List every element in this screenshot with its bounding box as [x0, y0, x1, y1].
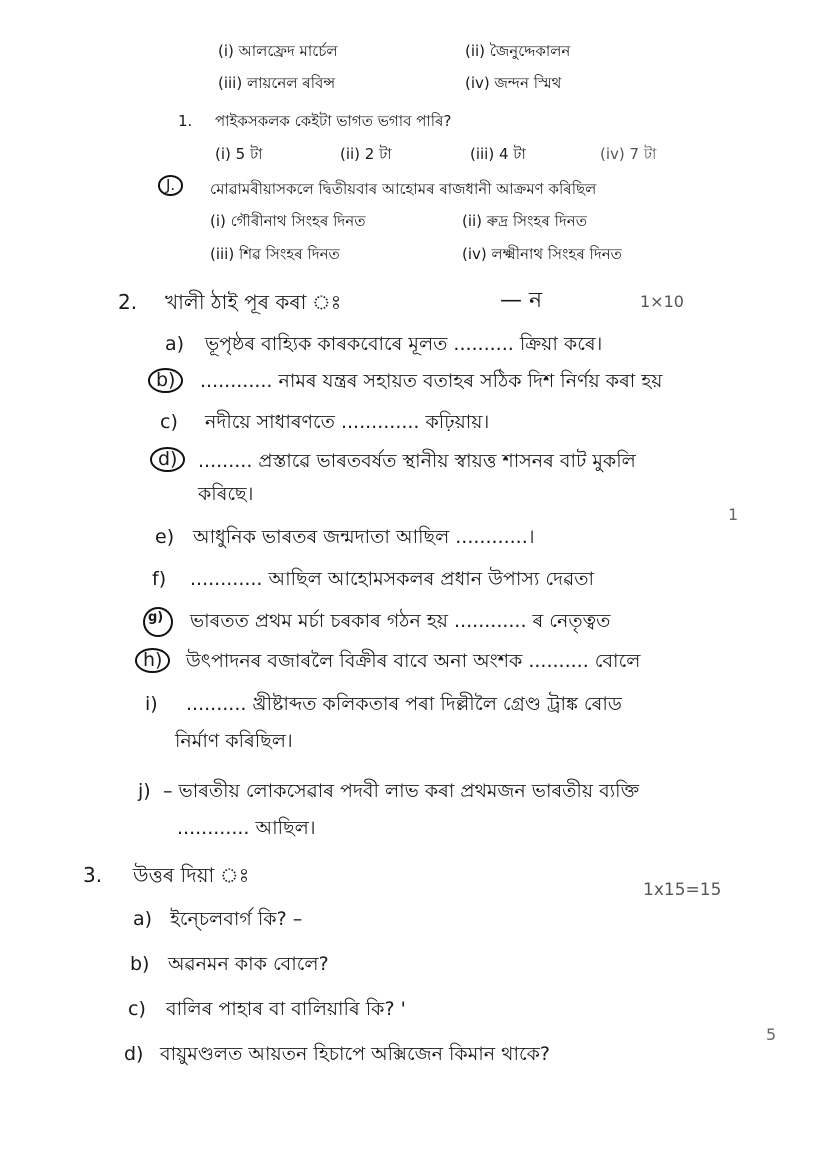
s2-item-c-text: নদীয়ে সাধাৰণতে ............. কঢ়িয়ায়।	[205, 411, 490, 433]
s2-item-b-text: ............ নামৰ যন্ত্ৰৰ সহায়ত বতাহৰ সঠিক দিশ নিৰ্ণয় কৰা হয়	[200, 370, 663, 392]
s3-item-d-text: বায়ুমণ্ডলত আয়তন হিচাপে অক্সিজেন কিমান থাকে?	[160, 1043, 550, 1065]
s2-item-d-label	[150, 447, 185, 472]
margin-mark-1: 1	[728, 505, 739, 524]
section2-number: 2.	[118, 290, 138, 314]
qj-text: মোৱামৰীয়াসকলে দ্বিতীয়বাৰ আহোমৰ ৰাজধানী আক্ৰমণ কৰিছিল	[210, 180, 597, 198]
s2-item-j-label: j)	[138, 780, 151, 802]
s2-item-f-text: ............ আছিল আহোমসকলৰ প্ৰধান উপাস্য দেৱতা	[190, 568, 595, 590]
option-i: (i) আলফ্রেদ মার্চেল	[218, 42, 338, 60]
s2-item-i-text: .......... খ্ৰীষ্টাব্দত কলিকতাৰ পৰা দিল্লীলৈ গ্ৰেণ্ড ট্ৰাঙ্ক ৰোড	[186, 693, 622, 715]
s2-item-h-label	[135, 648, 170, 673]
s3-item-a-text: ইন্চেলবাৰ্গ কি? –	[170, 908, 303, 930]
section3-marks: 1x15=15	[643, 880, 722, 900]
s2-item-a-text: ভূপৃষ্ঠৰ বাহ্যিক কাৰকবোৰে মূলত .......... ক্ৰিয়া কৰে।	[205, 333, 603, 355]
s3-item-b-label: b)	[130, 953, 150, 975]
section3-title: উত্তৰ দিয়া ঃ	[133, 863, 250, 887]
section3-number: 3.	[83, 863, 103, 887]
q1-option-i: (i) 5 টা	[215, 145, 263, 163]
qj-option-ii: (ii) ৰুদ্ৰ সিংহৰ দিনত	[462, 212, 587, 230]
s2-item-d-text-cont: কৰিছে।	[198, 483, 254, 505]
s2-item-h-circle: h)	[135, 648, 170, 673]
s2-item-j-text: – ভাৰতীয় লোকসেৱাৰ পদবী লাভ কৰা প্ৰথমজন ভাৰতীয় ব্যক্তি	[163, 780, 640, 802]
s2-item-i-label: i)	[145, 693, 158, 715]
s3-item-b-text: অৱনমন কাক বোলে?	[168, 953, 329, 975]
s2-item-g-text: ভাৰতত প্ৰথম মৰ্চা চৰকাৰ গঠন হয় ............ ৰ নেতৃত্বত	[190, 610, 611, 632]
qj-option-iii: (iii) শিৱ সিংহৰ দিনত	[210, 245, 340, 263]
section2-annotation: — ন	[500, 288, 543, 313]
s2-item-f-label: f)	[152, 568, 167, 590]
margin-mark-5: 5	[766, 1025, 777, 1044]
section2-title: খালী ঠাই পূৰ কৰা ঃ	[165, 290, 342, 314]
s2-item-d-circle: d)	[150, 447, 185, 472]
option-ii: (ii) জৈনুদ্দেকালন	[465, 42, 571, 60]
s3-item-c-text: বালিৰ পাহাৰ বা বালিয়াৰি কি? '	[166, 998, 406, 1020]
q1-option-iii: (iii) 4 টা	[470, 145, 526, 163]
q1-text: পাইকসকলক কেইটা ভাগত ভগাব পাৰি?	[215, 112, 452, 130]
s2-item-i-text-cont: নিৰ্মাণ কৰিছিল।	[175, 730, 293, 752]
s3-item-d-label: d)	[124, 1043, 144, 1065]
s2-item-e-label: e)	[155, 526, 175, 548]
s2-item-a-label: a)	[165, 333, 185, 355]
option-iv: (iv) জন্দন স্মিথ	[465, 74, 562, 92]
s3-item-a-label: a)	[133, 908, 153, 930]
qj-option-iv: (iv) লক্ষ্মীনাথ সিংহৰ দিনত	[462, 245, 622, 263]
s2-item-b-label	[148, 368, 183, 393]
s2-item-h-text: উৎপাদনৰ বজাৰলৈ বিক্ৰীৰ বাবে অনা অংশক .......... বোলে	[186, 650, 641, 672]
s2-item-j-text-cont: ............ আছিল।	[177, 817, 316, 839]
s2-item-b-circle: b)	[148, 368, 183, 393]
q1-number: 1.	[178, 112, 193, 130]
q1-option-ii: (ii) 2 টা	[340, 145, 392, 163]
s3-item-c-label: c)	[128, 998, 146, 1020]
q1-option-iv: (iv) 7 টা	[600, 145, 657, 163]
qj-option-i: (i) গৌৰীনাথ সিংহৰ দিনত	[210, 212, 366, 230]
s2-item-e-text: আধুনিক ভাৰতৰ জন্মদাতা আছিল ............।	[193, 526, 535, 548]
s2-item-d-text: ......... প্ৰস্তাৱে ভাৰতবৰ্ষত স্থানীয় স্বায়ত্ত শাসনৰ বাট মুকলি	[198, 450, 636, 472]
s2-item-c-label: c)	[160, 411, 178, 433]
qj-number	[158, 175, 183, 196]
section2-marks: 1×10	[640, 292, 684, 311]
option-iii: (iii) লায়নেল ৰবিন্স	[218, 74, 336, 92]
s2-item-g-label: g)	[148, 610, 164, 625]
qj-number-circle: J.	[158, 175, 183, 196]
